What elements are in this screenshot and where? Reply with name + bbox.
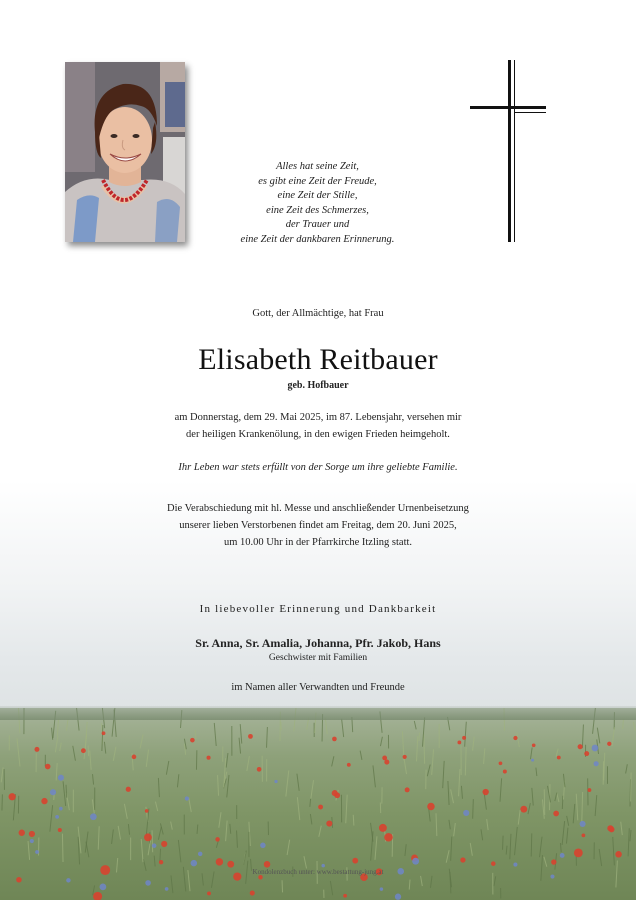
- mourner-relation: Geschwister mit Familien: [268, 653, 368, 663]
- announcement-text: [0, 410, 636, 443]
- intro-text: Gott, der Allmächtige, hat Frau: [252, 308, 384, 319]
- cross-icon: [470, 60, 550, 245]
- deceased-name: Elisabeth Reitbauer: [198, 343, 438, 376]
- service-line: um 10.00 Uhr in der Pfarrkirche Itzling statt.: [223, 537, 413, 548]
- quote-line: der Trauer und: [285, 219, 350, 231]
- horizon-treeline: [0, 706, 636, 720]
- service-line: unserer lieben Verstorbenen findet am Freitag, dem 20. Juni 2025,: [179, 520, 457, 531]
- birth-name: geb. Hofbauer: [287, 380, 349, 391]
- service-details: [0, 500, 636, 551]
- service-line: Die Verabschiedung mit hl. Messe und anschließender Urnenbeisetzung: [167, 503, 469, 514]
- mourner-names: Sr. Anna, Sr. Amalia, Johanna, Pfr. Jakob, Hans: [195, 636, 441, 650]
- announcement-line: am Donnerstag, dem 29. Mai 2025, im 87. Lebensjahr, versehen mir: [174, 412, 462, 423]
- quote-line: eine Zeit der dankbaren Erinnerung.: [240, 233, 395, 245]
- announcement-line: der heiligen Krankenölung, in den ewigen Frieden heimgeholt.: [186, 428, 450, 440]
- closing-text: In liebevoller Erinnerung und Dankbarkeit: [199, 603, 437, 615]
- portrait-photo: [65, 62, 185, 242]
- condolence-footer: Kondolenzbuch unter: www.bestattung-jung.at: [252, 868, 384, 876]
- family-text: im Namen aller Verwandten und Freunde: [231, 682, 405, 693]
- tribute-text: Ihr Leben war stets erfüllt von der Sorge um ihre geliebte Familie.: [178, 462, 458, 473]
- memorial-quote: [180, 160, 455, 248]
- quote-line: eine Zeit der Stille,: [277, 190, 358, 202]
- quote-line: es gibt eine Zeit der Freude,: [258, 175, 377, 187]
- quote-line: eine Zeit des Schmerzes,: [266, 204, 369, 216]
- quote-line: Alles hat seine Zeit,: [276, 161, 359, 172]
